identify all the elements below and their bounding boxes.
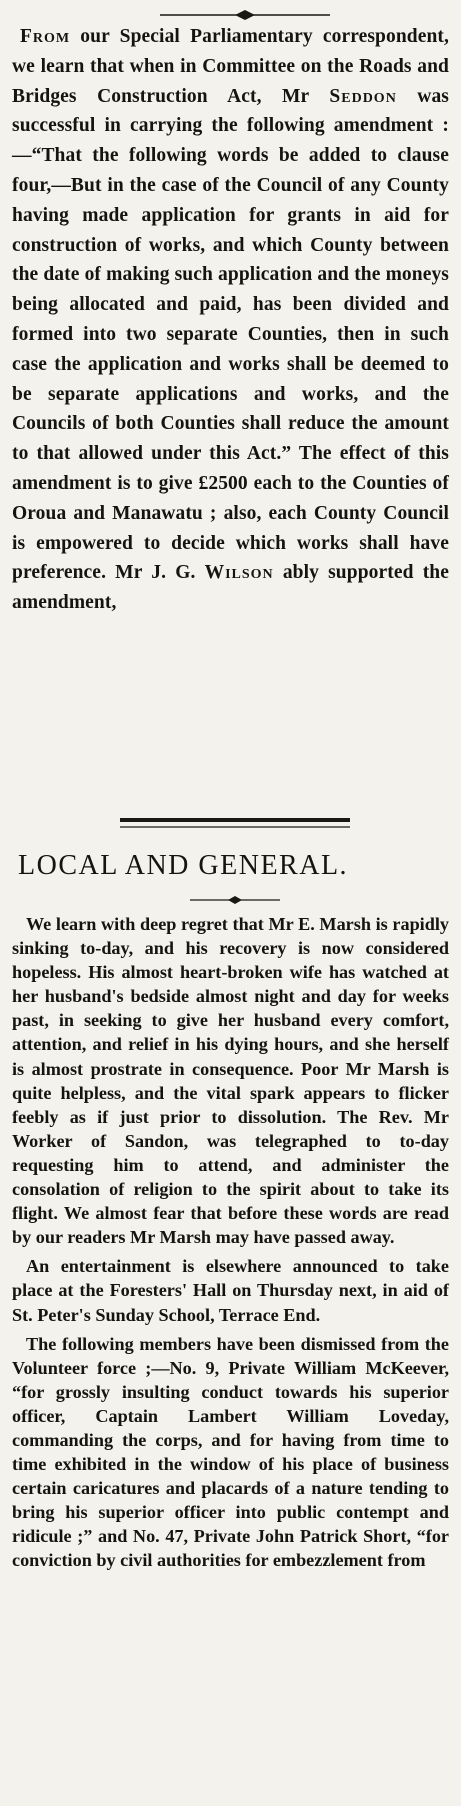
local-news-column	[12, 912, 449, 1573]
lead-word: From	[20, 26, 71, 47]
section-divider-rule	[120, 812, 350, 834]
news-item-marsh: We learn with deep regret that Mr E. Marsh is rapidly sinking to-day, and his recovery is now considered hopeless. His almost heart-broken wife has watched at her husband's bedside almost night and day for weeks past, in seeking to give her husband every comfort, attention, and relief in his dying hours, and she herself is almost prostrate in consequence. Poor Mr Marsh is quite helpless, and the vital spark appears to flicker feebly as if just prior to dissolution. The Rev. Mr Worker of Sandon, was telegraphed to to-day requesting him to attend, and administer the consolation of religion to the spirit about to take its flight. We almost fear that before these words are read by our readers Mr Marsh may have passed away.	[12, 914, 449, 1248]
text-segment-c: ably supported the amendment,	[12, 562, 449, 614]
name-wilson: Wilson	[204, 562, 274, 584]
news-item-volunteer-dismissals: The following members have been dismissed from the Volunteer force ;—No. 9, Private William McKeever, “for grossly insulting conduct towards his superior officer, Captain Lambert William Loveday, commanding the corps, and for having from time to time exhibited in the window of his place of business certain caricatures and placards of a nature tending to bring his superior officer into public contempt and ridicule ;” and No. 47, Private John Patrick Short, “for conviction by civil authorities for embezzlement from	[12, 1333, 449, 1571]
top-ornamental-rule	[160, 8, 330, 22]
name-seddon: Seddon	[329, 85, 397, 107]
section-heading: LOCAL AND GENERAL.	[18, 850, 349, 881]
text-segment-b: was successful in carrying the following amendment :—“That the following words be added to clause four,—But in the case of the Council of any County having made application for grants in aid for construction of works, and which County between the date of making such application and the moneys being allocated and paid, has been divided and formed into two separate Counties, then in such case the application and works shall be deemed to be separate applications and works, and the Councils of both Counties shall reduce the amount to that allowed under this Act.” The effect of this amendment is to give £2500 each to the Counties of Oroua and Manawatu ; also, each County Council is empowered to decide which works shall have preference. Mr J. G.	[12, 85, 449, 584]
text-segment-a: our Special Parliamentary correspondent, we learn that when in Committee on the Roads and Bridges Construction Act, Mr	[12, 26, 449, 107]
heading-ornament	[190, 895, 280, 905]
parliamentary-article	[12, 22, 449, 618]
news-item-entertainment: An entertainment is elsewhere announced to take place at the Foresters' Hall on Thursday next, in aid of St. Peter's Sunday School, Terrace End.	[12, 1256, 449, 1325]
parliamentary-paragraph	[12, 22, 449, 618]
